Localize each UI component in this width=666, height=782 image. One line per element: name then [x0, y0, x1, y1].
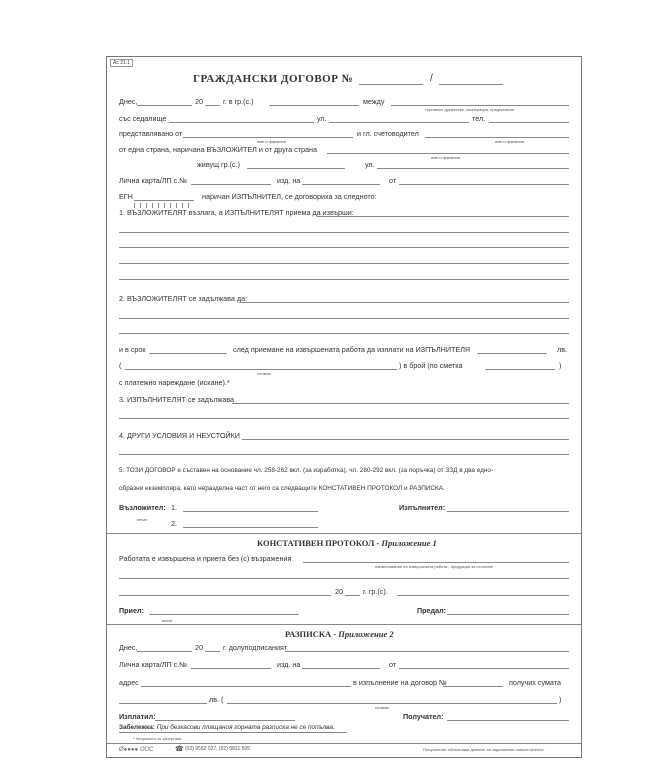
contractor-sign-field[interactable] — [447, 511, 569, 512]
receipt-year-field[interactable] — [205, 651, 220, 652]
city-field[interactable] — [269, 105, 359, 106]
id-field[interactable] — [191, 184, 271, 185]
protocol-year-field[interactable] — [345, 595, 360, 596]
receipt-note: Забележка: При безкасови плащания горната разписка не се попълва. — [119, 724, 335, 731]
phone-field[interactable] — [489, 122, 569, 123]
stamp-label: печат — [137, 517, 148, 522]
amount-field[interactable] — [477, 353, 547, 354]
clause-4: 4. ДРУГИ УСЛОВИЯ И НЕУСТОЙКИ — [119, 431, 240, 440]
clause-1-line-1[interactable] — [317, 216, 569, 217]
receipt-id-field[interactable] — [191, 668, 271, 669]
clause-2-line-3[interactable] — [119, 333, 569, 334]
company-field[interactable] — [391, 105, 569, 106]
close-paren: ) — [559, 361, 562, 370]
client-sign-1-field[interactable] — [183, 511, 318, 512]
year-field[interactable] — [205, 105, 220, 106]
contract-form-sheet: Ас 21.1 ГРАЖДАНСКИ ДОГОВОР № / Днес, 20 г. в гр.(с.) между търговско дружество, кооперация, предприятие със седалище ул. тел. представлявано от име и фамилия и гл. счетоводител име и фамилия от една страна, наричана ВЪЗЛОЖИТЕЛ и от друга страна име и фамилия живущ гр.(с.) ул. Лична карта/ЛП с.№ изд. на от ЕГН наричан ИЗПЪЛНИТЕЛ, се договориха за следното: 1. ВЪЗЛОЖИТЕЛЯТ възлага, а ИЗПЪЛНИТЕЛЯТ приема да извърши: 2. ВЪЗЛОЖИТЕЛЯТ се задължава да: и в срок след приемане на извършената работа да изплати на ИЗПЪЛНИТЕЛЯ лв. ( словом ) в брой (по сметка ) с платежно нареждане (искане).* 3. ИЗПЪЛНИТЕЛЯТ се задължава 4. ДРУГИ УСЛОВИЯ И НЕУСТОЙКИ 5. ТОЗИ ДОГОВОР е съставен на основание чл. 258-262 вкл. (за изработка), чл. 280-292 вкл. (за поръчка) от ЗЗД в два едно- образни екземпляра, като неразделна част от него са следващите КОНСТАТИВЕН ПРОТОКОЛ и РАЗПИСКА. Възложител: 1. Изпълнител: печат 2. КОНСТАТИВЕН ПРОТОКОЛ - Приложение 1 Работата е извършена и приета без (с) възражения наименование на извършената работа - продукция за отчитане 20 г. гр.(с). Приел: печат Предал: РАЗПИСКА - Приложение 2 Днес, 20 г. долуподписаният Лична карта/ЛП с.№ изд. на от адрес в изпълнение на договор № получих сумата лв. ( словом ) Изплатил: Получател: Забележка: При безкасови плащания горната разписка не се попълва. * Ненужното се зачертава Ø●●●● ООС ☎ (02) 9582 027, (02) 9831 505 Получателят обезпечава данните за задължение самостоятелно. — [106, 56, 582, 758]
id-label: Лична карта/ЛП с.№ — [119, 176, 187, 185]
receipt-from-field[interactable] — [399, 668, 569, 669]
protocol-delivered-label: Предал: — [417, 606, 447, 615]
protocol-title: КОНСТАТИВЕН ПРОТОКОЛ - Приложение 1 — [257, 538, 437, 548]
contractor-label: наричан ИЗПЪЛНИТЕЛ, се договориха за следното: — [202, 192, 377, 201]
protocol-separator — [107, 533, 581, 534]
receipt-address-label: адрес — [119, 678, 139, 687]
term-label: и в срок — [119, 345, 146, 354]
receipt-amount-words-field[interactable] — [227, 703, 557, 704]
clause-3: 3. ИЗПЪЛНИТЕЛЯТ се задължава — [119, 395, 235, 404]
clause-1-line-5[interactable] — [119, 279, 569, 280]
date-label: Днес, — [119, 97, 138, 106]
protocol-year-label: 20 — [335, 587, 343, 596]
term-field[interactable] — [149, 353, 227, 354]
clause-5-line-2: образни екземпляра, като неразделна част от него са следващите КОНСТАТИВЕН ПРОТОКОЛ и РАЗПИСКА. — [119, 485, 445, 492]
living-field[interactable] — [247, 168, 345, 169]
client-sign-label: Възложител: — [119, 503, 166, 512]
street-label: ул. — [317, 114, 327, 123]
issued-field[interactable] — [302, 184, 380, 185]
words-hint: словом — [257, 371, 271, 376]
clause-2: 2. ВЪЗЛОЖИТЕЛЯТ се задължава да: — [119, 294, 248, 303]
accountant-hint: име и фамилия — [495, 139, 524, 144]
clause-5-line-1: 5. ТОЗИ ДОГОВОР е съставен на основание чл. 258-262 вкл. (за изработка), чл. 280-292 вкл. (за поръчка) от ЗЗД в два едно- — [119, 467, 494, 474]
receipt-amount-field[interactable] — [119, 703, 207, 704]
receipt-words-hint: словом — [375, 705, 389, 710]
receipt-lv-label: лв. ( — [209, 695, 224, 704]
sign-2-label: 2. — [171, 519, 177, 528]
protocol-received-label: Приел: — [119, 606, 144, 615]
egn-label: ЕГН — [119, 192, 133, 201]
transfer-label: с платежно нареждане (искане).* — [119, 378, 230, 387]
receipt-payer-field[interactable] — [155, 720, 295, 721]
contractor-sign-label: Изпълнител: — [399, 503, 446, 512]
receipt-issued-label: изд. на — [277, 660, 301, 669]
receipt-receiver-field[interactable] — [447, 720, 569, 721]
from-label: от — [389, 176, 397, 185]
protocol-city-label: г. гр.(с). — [363, 587, 388, 596]
cash-label: ) в брой (по сметка — [399, 361, 463, 370]
receipt-contract-label: в изпълнение на договор № — [353, 678, 447, 687]
city-label: г. в гр.(с.) — [223, 97, 254, 106]
representative-hint: име и фамилия — [257, 139, 286, 144]
accountant-label: и гл. счетоводител — [357, 129, 419, 138]
phone-label: тел. — [472, 114, 486, 123]
year-label: 20 — [195, 97, 203, 106]
account-field[interactable] — [485, 369, 555, 370]
work-line-2[interactable] — [119, 578, 569, 579]
clause-2-line-1[interactable] — [239, 302, 569, 303]
contract-title: ГРАЖДАНСКИ ДОГОВОР № — [193, 73, 354, 85]
receipt-footnote: * Ненужното се зачертава — [133, 736, 182, 741]
from-field[interactable] — [399, 184, 569, 185]
clause-4-line-2[interactable] — [119, 454, 569, 455]
clause-1-line-3[interactable] — [119, 247, 569, 248]
represented-label: представлявано от — [119, 129, 183, 138]
clause-3-line-2[interactable] — [119, 418, 569, 419]
protocol-date-field[interactable] — [119, 595, 331, 596]
egn-field[interactable] — [134, 195, 194, 201]
clause-3-line-1[interactable] — [232, 403, 569, 404]
accountant-field[interactable] — [425, 137, 569, 138]
receipt-receiver-label: Получател: — [403, 712, 444, 721]
date-field[interactable] — [137, 105, 192, 106]
receipt-close-paren: ) — [559, 695, 562, 704]
sign-1-label: 1. — [171, 503, 177, 512]
representative-field[interactable] — [183, 137, 353, 138]
clause-4-line-1[interactable] — [242, 439, 569, 440]
protocol-city-field[interactable] — [397, 595, 569, 596]
after-label: след приемане на извършената работа да изплати на ИЗПЪЛНИТЕЛЯ — [233, 345, 471, 354]
receipt-date-label: Днес, — [119, 643, 138, 652]
contract-date-field[interactable] — [439, 84, 503, 85]
clause-1: 1. ВЪЗЛОЖИТЕЛЯТ възлага, а ИЗПЪЛНИТЕЛЯТ приема да извърши: — [119, 208, 354, 217]
work-field[interactable] — [303, 562, 569, 563]
work-hint: наименование на извършената работа - продукция за отчитане — [375, 564, 494, 569]
street-field[interactable] — [329, 122, 469, 123]
issued-label: изд. на — [277, 176, 301, 185]
receipt-signed-label: г. долуподписаният — [223, 643, 288, 652]
receipt-contract-field[interactable] — [443, 686, 503, 687]
receipt-payer-label: Изплатил: — [119, 712, 156, 721]
clause-1-line-4[interactable] — [119, 263, 569, 264]
clause-1-line-2[interactable] — [119, 232, 569, 233]
receipt-address-field[interactable] — [141, 686, 351, 687]
publisher-logo: Ø●●●● ООС — [119, 747, 154, 753]
street-field-2[interactable] — [377, 168, 569, 169]
receipt-note-underline — [119, 732, 347, 733]
contractor-name-hint: име и фамилия — [431, 155, 460, 160]
receiver-note: Получателят обезпечава данните за задължение самостоятелно. — [423, 747, 545, 752]
lv-label: лв. — [557, 345, 568, 354]
receipt-year-label: 20 — [195, 643, 203, 652]
seat-label: със седалище — [119, 114, 167, 123]
protocol-stamp-label: печат — [162, 618, 173, 623]
contract-number-field[interactable] — [359, 84, 423, 85]
receipt-issued-field[interactable] — [302, 668, 380, 669]
receipt-title: РАЗПИСКА - Приложение 2 — [285, 629, 394, 639]
open-paren: ( — [119, 361, 122, 370]
receipt-id-label: Лична карта/ЛП с.№ — [119, 660, 187, 669]
work-label: Работата е извършена и приета без (с) възражения — [119, 554, 292, 563]
protocol-delivered-field[interactable] — [447, 614, 569, 615]
form-code: Ас 21.1 — [110, 59, 133, 67]
client-sign-2-field[interactable] — [183, 527, 318, 528]
company-hint: търговско дружество, кооперация, предприятие — [425, 107, 515, 112]
contractor-name-field[interactable] — [327, 153, 569, 154]
living-label: живущ гр.(с.) — [197, 160, 240, 169]
receipt-signer-field[interactable] — [285, 651, 569, 652]
between-label: между — [363, 97, 385, 106]
clause-2-line-2[interactable] — [119, 318, 569, 319]
receipt-separator — [107, 624, 581, 625]
seat-field[interactable] — [169, 122, 314, 123]
receipt-date-field[interactable] — [137, 651, 192, 652]
receipt-from-label: от — [389, 660, 397, 669]
publisher-phones: (02) 9582 027, (02) 9831 505 — [185, 746, 251, 752]
footer-separator — [107, 743, 581, 744]
protocol-received-field[interactable] — [149, 614, 299, 615]
amount-words-field[interactable] — [125, 369, 397, 370]
phone-icon: ☎ — [175, 746, 184, 753]
street-label-2: ул. — [365, 160, 375, 169]
receipt-sum-label: получих сумата — [509, 678, 561, 687]
party-label: от една страна, наричана ВЪЗЛОЖИТЕЛ и от друга страна — [119, 145, 317, 154]
